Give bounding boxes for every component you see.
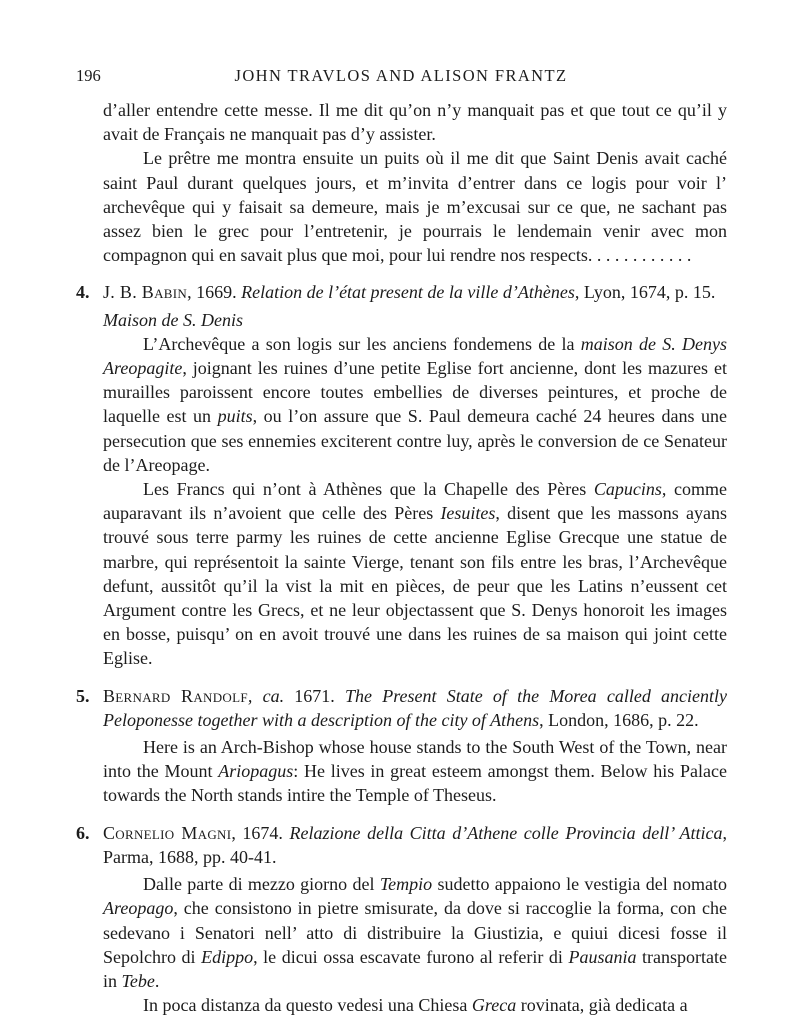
entry-number: 6.: [76, 822, 90, 843]
entry-number: 4.: [76, 282, 90, 303]
page-number: 196: [76, 66, 101, 85]
entry-title: The Present State of the Morea called anciently Peloponesse together with a description of the city of Athens: [103, 685, 727, 730]
entry-number: 5.: [76, 685, 90, 706]
source-entry-6: [76, 821, 727, 1018]
entry-publication: , Lyon, 1674, p. 15.: [574, 282, 716, 303]
entry-year: 1671.: [284, 685, 345, 706]
entry-citation: Bernard Randolf, ca. 1671. The Present State of the Morea called anciently Peloponesse together with a description of the city of Athens, London, 1686, p. 22.: [103, 685, 727, 730]
source-entry-4: [76, 280, 728, 670]
entry-citation: [103, 280, 727, 304]
entry-publication: , London, 1686, p. 22.: [539, 709, 699, 730]
quote-paragraph: In poca distanza da questo vedesi una Chiesa Greca rovinata, già dedicata a: [143, 995, 688, 1016]
continued-paragraph-1: d’aller entendre cette messe. Il me dit qu’on n’y manquait pas et que tout ce qu’il y avait de Français ne manquait pas d’y assister.: [103, 100, 727, 145]
source-entry-5: [76, 684, 727, 808]
entry-author: J. B. Babin: [103, 282, 188, 303]
entry-publication: , Parma, 1688, pp. 40-41.: [103, 822, 727, 867]
continued-paragraph-2: Le prêtre me montra ensuite un puits où il me dit que Saint Denis avait caché saint Paul durant quelques jours, et m’invita d’entrer dans ce logis pour voir l’ archevêque qui y faisait sa demeure, mais je m’excusai sur ce que, ne sachant pas assez bien le grec pour l’entretenir, je pourrais le lendemain venir avec mon compagnon qui en savait plus que moi, pour lui rendre nos respects. . . . . . . . . . . .: [103, 148, 727, 266]
entry-year: , 1669.: [187, 282, 242, 303]
quote-paragraph: Les Francs qui n’ont à Athènes que la Chapelle des Pères Capucins, comme auparavant ils n’avoient que celle des Pères Iesuites, disent que les massons ayans trouvé sous terre parmy les ruines de cette ancienne Eglise Grecque une statue de marbre, qui représentoit la sainte Vierge, tenant son fils entre les bras, l’Archevêque defunt, aussitôt qu’il la vist la mit en pièces, de peur que les Latins n’eussent cet Argument contre les Grecs, et ne leur objectassent que S. Denys honoroit les images en bosse, puisqu’ on en avoit trouvé une dans les ruines de sa maison qui joint cette Eglise.: [103, 479, 728, 669]
page-body: [76, 98, 728, 1017]
page-header: [76, 66, 726, 88]
entry-title: Relazione della Citta d’Athene colle Provincia dell’ Attica: [289, 822, 723, 843]
entry-author: Cornelio Magni: [103, 822, 232, 843]
entry-author: Bernard Randolf: [103, 685, 248, 706]
running-head: JOHN TRAVLOS AND ALISON FRANTZ: [234, 66, 568, 85]
entry-subheading: Maison de S. Denis: [103, 309, 243, 330]
quote-paragraph: Dalle parte di mezzo giorno del Tempio sudetto appaiono le vestigia del nomato Areopago, che consistono in pietre smisurate, da dove si raccoglie la forma, con che sedevano i Senatori nell’ atto di distribuire la Giustizia, e quiui dicesi fosse il Sepolchro di Edippo, le dicui ossa escavate furono al referir di Pausania transportate in Tebe.: [103, 874, 727, 991]
entry-citation: [103, 821, 727, 869]
quote-paragraph: L’Archevêque a son logis sur les anciens fondemens de la maison de S. Denys Areopagite, joignant les ruines d’une petite Eglise fort ancienne, dont les mazures et murailles paroissent encore toutes embellies de diverses peintures, et proche de laquelle est un puits, ou l’on assure que S. Paul demeura caché 24 heures dans une persecution que ses ennemies exciterent contre luy, après le conversion de ce Senateur de l’Areopage.: [103, 333, 728, 475]
entry-title: Relation de l’état present de la ville d’Athènes: [241, 282, 575, 303]
entry-year: , 1674.: [231, 822, 290, 843]
quote-paragraph: Here is an Arch-Bishop whose house stands to the South West of the Town, near into the Mount Ariopagus: He lives in great esteem amongst them. Below his Palace towards the North stands intire the Temple of Theseus.: [103, 737, 727, 806]
